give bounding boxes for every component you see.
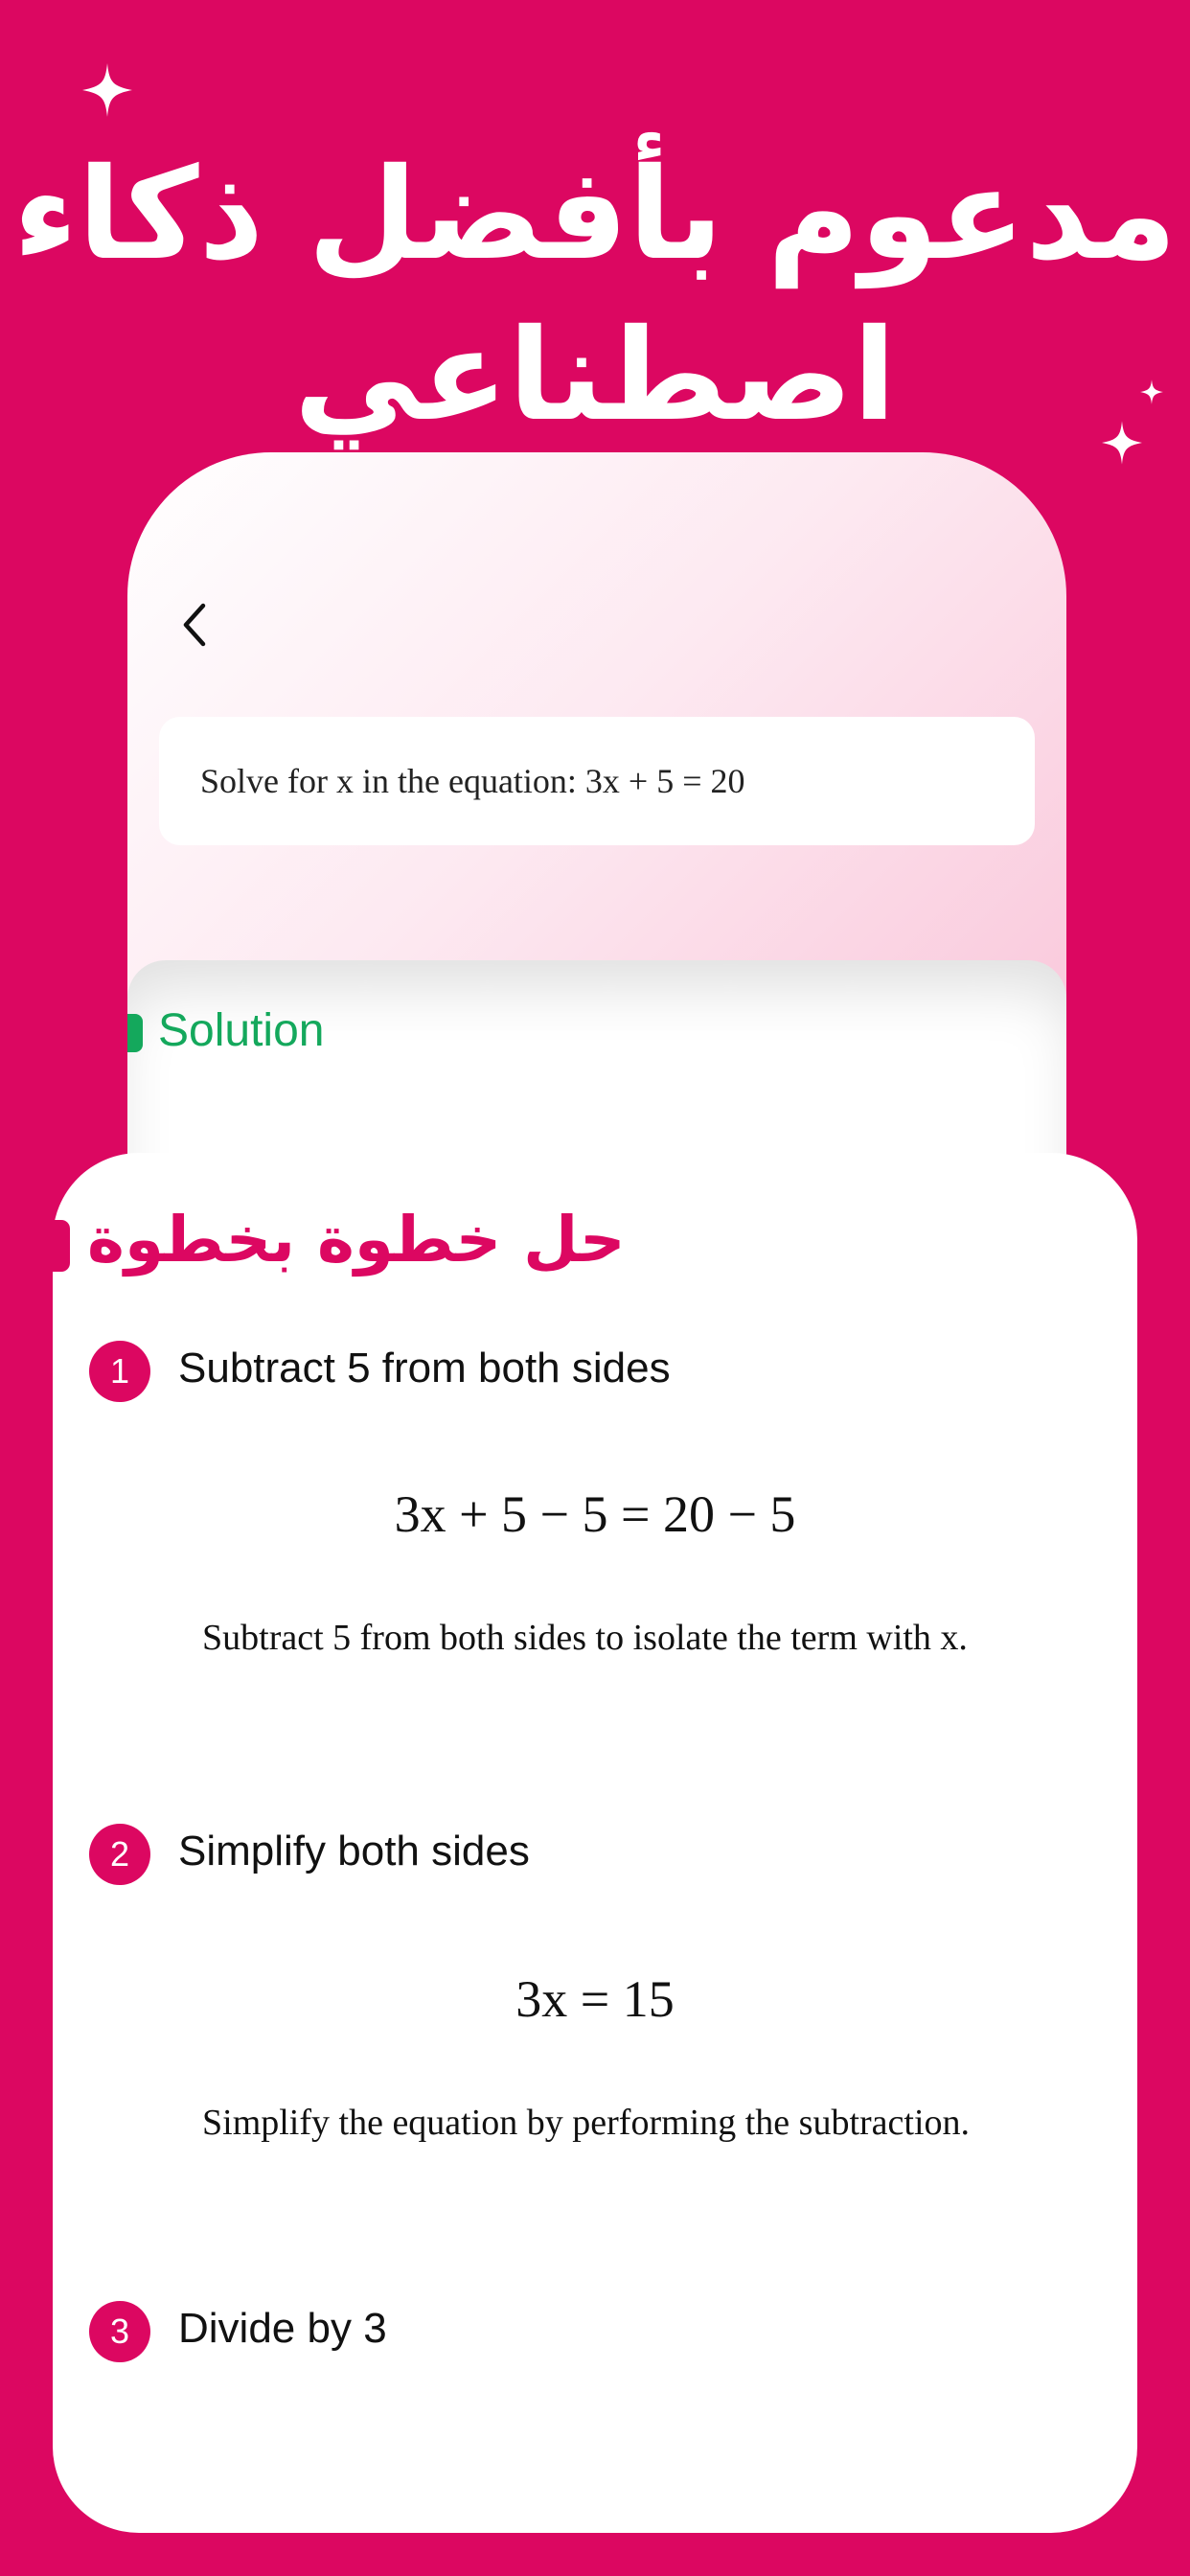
- step-number-1: 1: [89, 1341, 150, 1402]
- question-card: [159, 717, 1035, 845]
- step-number-2: 2: [89, 1824, 150, 1885]
- step-equation-1: [53, 1484, 1137, 1544]
- headline-line-1: مدعوم بأفضل ذكاء: [12, 141, 1178, 288]
- step-equation-2: [53, 1969, 1137, 2029]
- step-number-3: 3: [89, 2301, 150, 2362]
- step-equation-1-text: 3x + 5 − 5 = 20 − 5: [394, 1485, 796, 1543]
- solution-card: [127, 960, 1066, 1181]
- solution-label: Solution: [158, 1005, 325, 1056]
- step-title-1: Subtract 5 from both sides: [178, 1345, 671, 1392]
- question-text: Solve for x in the equation: 3x + 5 = 20: [200, 762, 745, 800]
- phone-mockup: [127, 452, 1066, 1181]
- headline: [0, 134, 1190, 456]
- step-equation-2-text: 3x = 15: [515, 1970, 675, 2028]
- steps-accent-bar: [53, 1220, 70, 1272]
- back-button[interactable]: [166, 596, 223, 654]
- sparkle-icon: [82, 63, 132, 120]
- headline-line-2: اصطناعي: [293, 302, 897, 449]
- steps-heading: حل خطوة بخطوة: [87, 1203, 626, 1276]
- steps-card: [53, 1153, 1137, 2533]
- step-description-2: Simplify the equation by performing the subtraction.: [202, 2103, 971, 2143]
- step-title-3: Divide by 3: [178, 2305, 387, 2352]
- solution-accent-bar: [127, 1014, 143, 1052]
- back-arrow-icon: [180, 602, 209, 648]
- step-description-1: Subtract 5 from both sides to isolate the term with x.: [202, 1618, 968, 1658]
- step-title-2: Simplify both sides: [178, 1828, 530, 1874]
